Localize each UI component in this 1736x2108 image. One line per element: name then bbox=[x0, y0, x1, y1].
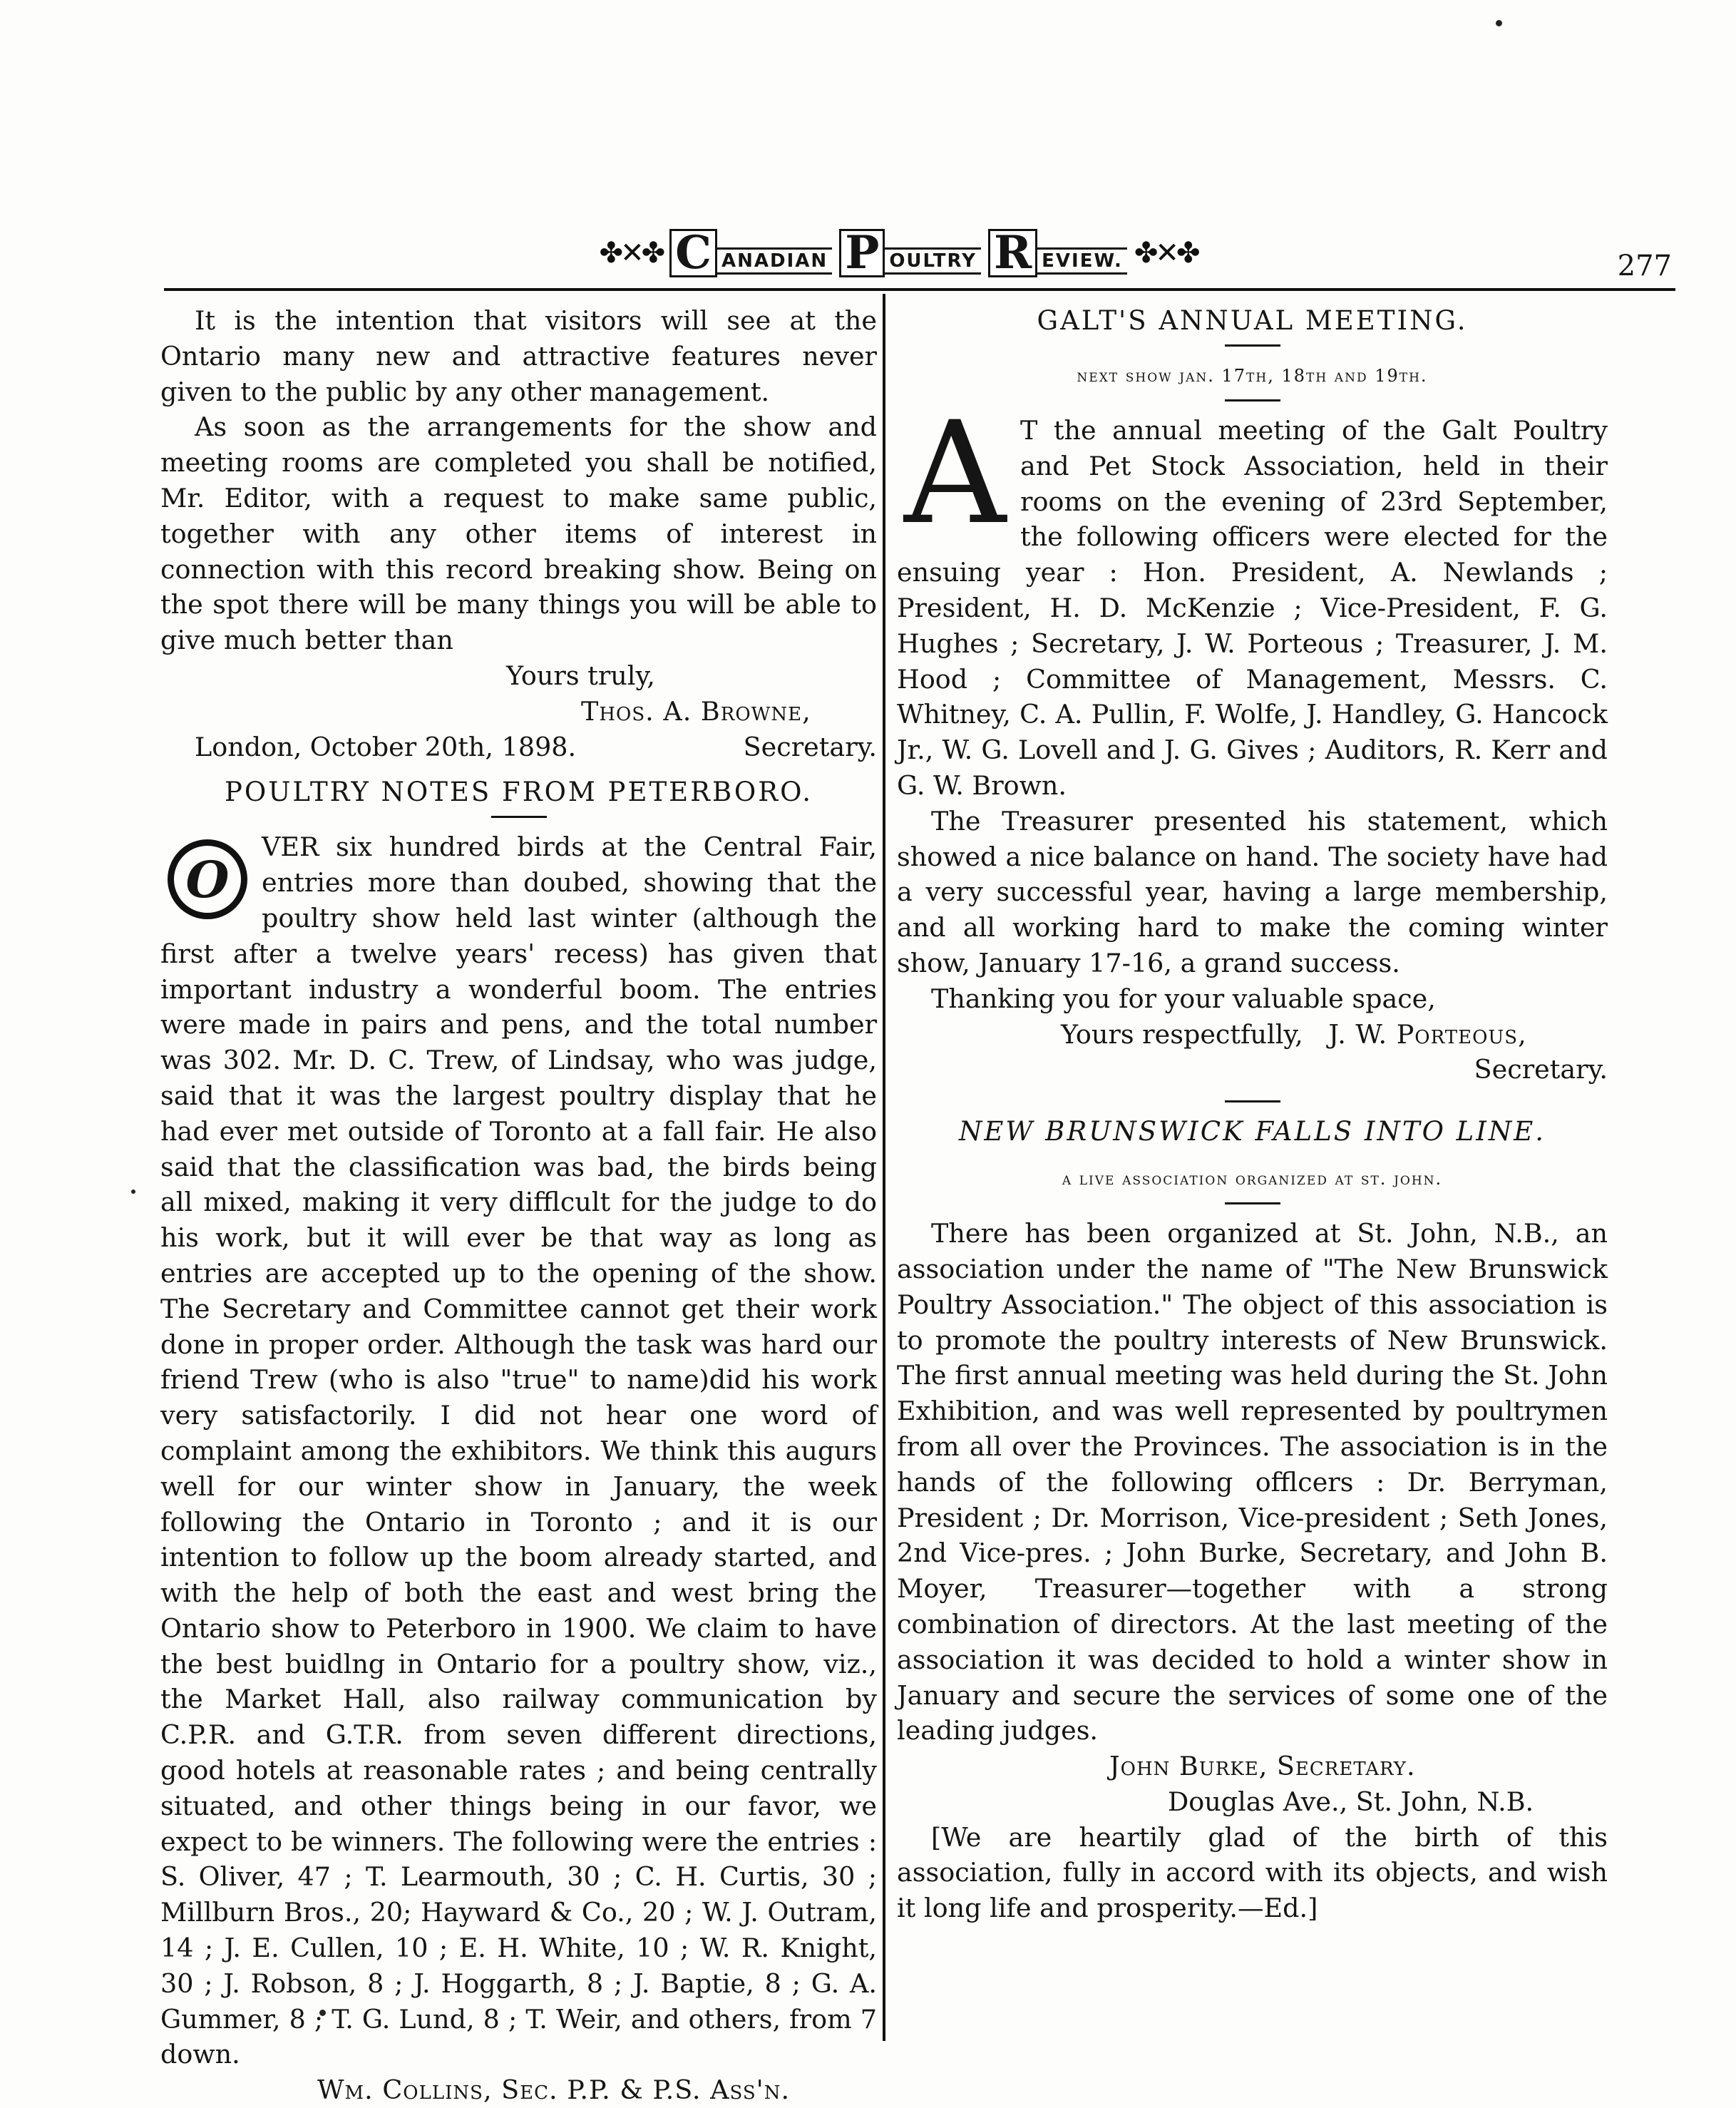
paragraph: It is the intention that visitors will see at the Ontario many new and attractive features never given to the public by any other management. bbox=[160, 305, 877, 407]
dropcap: O bbox=[168, 839, 247, 919]
section-rule bbox=[1225, 1100, 1280, 1102]
title-rule bbox=[491, 816, 547, 818]
title-rule bbox=[1225, 1202, 1280, 1204]
ornament-left-icon: ✤✕✤ bbox=[599, 237, 663, 270]
editor-note: [We are heartily glad of the birth of this association, fully in accord with its objects, and wish it long life and prosperity.—Ed.] bbox=[897, 1821, 1608, 1924]
right-column bbox=[897, 303, 1608, 1926]
signature: John Burke, Secretary. bbox=[1109, 1751, 1416, 1782]
address: Douglas Ave., St. John, N.B. bbox=[1168, 1786, 1534, 1817]
signoff-row bbox=[160, 730, 877, 765]
signature-role: Secretary. bbox=[743, 731, 877, 762]
masthead bbox=[599, 226, 1198, 280]
signature: Wm. Collins, Sec. P.P. & P.S. Ass'n. bbox=[317, 2074, 791, 2106]
title-rule bbox=[1225, 399, 1280, 401]
masthead-word-review: R EVIEW. bbox=[988, 229, 1127, 277]
place-date: London, October 20th, 1898. bbox=[195, 731, 577, 762]
masthead-word-poultry: P OULTRY bbox=[839, 229, 981, 277]
signature: Thos. A. Browne, bbox=[581, 695, 811, 727]
paragraph: The Treasurer presented his statement, which showed a nice balance on hand. The society have had a very successful year, having a large membership, and all working hard to make the coming winter show, January 17-16, a grand success. bbox=[897, 805, 1608, 978]
article-title: POULTRY NOTES FROM PETERBORO. bbox=[224, 777, 813, 808]
article-body: T the annual meeting of the Galt Poultry and Pet Stock Association, held in their rooms on the evening of 23rd September, the following officers were elected for the ensuing year : Hon. President, A. Newlands ; President, H. D. McKenzie ; Vice-President, F. G. Hughes ; Secretary, J. W. Porteous ; Treasurer, J. M. Hood ; Committee of Management, Messrs. C. Whitney, C. A. Pullin, F. Wolfe, J. Handley, G. Hancock Jr., W. G. Lovell and J. G. Gives ; Auditors, R. Kerr and G. W. Brown. bbox=[897, 415, 1608, 801]
article-title: NEW BRUNSWICK FALLS INTO LINE. bbox=[958, 1116, 1546, 1147]
article-subtitle: a live association organized at st. john. bbox=[1062, 1169, 1443, 1189]
closing: Yours respectfully, bbox=[1061, 1018, 1303, 1050]
paragraph: Thanking you for your valuable space, bbox=[931, 983, 1436, 1014]
closing: Yours truly, bbox=[506, 660, 655, 691]
masthead-word-canadian: C ANADIAN bbox=[669, 229, 832, 277]
article-body: There has been organized at St. John, N.B., an association under the name of "The New Brunswick Poultry Association." The object of this association is to promote the poultry interests of New Brunswick. The first annual meeting was held during the St. John Exhibition, and was well represented by poultrymen from all over the Provinces. The association is in the hands of the following offlcers : Dr. Berryman, President ; Dr. Morrison, Vice-president ; Seth Jones, 2nd Vice-pres. ; John Burke, Secretary, and John B. Moyer, Treasurer—together with a strong combination of directors. At the last meeting of the association it was decided to hold a winter show in January and secure the services of some one of the leading judges. bbox=[897, 1218, 1608, 1746]
article-body: VER six hundred birds at the Central Fair, entries more than doubed, showing that the poultry show held last winter (although the first after a twelve years' recess) has given that important industry a wonderful boom. The entries were made in pairs and pens, and the total number was 302. Mr. D. C. Trew, of Lindsay, who was judge, said that it was the largest poultry display that he had ever met outside of Toronto at a fall fair. He also said that the classification was bad, the birds being all mixed, making it very difflcult for the judge to do his work, but it will ever be that way as long as entries are accepted up to the opening of the show. The Secretary and Committee cannot get their work done in proper order. Although the task was hard our friend Trew (who is also "true" to name)did his work very satisfactorily. I did not hear one word of complaint among the exhibitors. We think this augurs well for our winter show in January, the week following the Ontario in Toronto ; and it is our intention to follow up the boom already started, and with the help of both the east and west bring the Ontario show to Peterboro in 1900. We claim to have the best buidlng in Ontario for a poultry show, viz., the Market Hall, also railway communication by C.P.R. and G.T.R. from seven different directions, good hotels at reasonable rates ; and being centrally situated, and other things being in our favor, we expect to be winners. The following were the entries : S. Oliver, 47 ; T. Learmouth, 30 ; C. H. Curtis, 30 ; Millburn Bros., 20; Hayward & Co., 20 ; W. J. Outram, 14 ; J. E. Cullen, 10 ; E. H. White, 10 ; W. R. Knight, 30 ; J. Robson, 8 ; J. Hoggarth, 8 ; J. Baptie, 8 ; G. A. Gummer, 8 ; T. G. Lund, 8 ; T. Weir, and others, from 7 down. bbox=[160, 832, 877, 2070]
left-column bbox=[160, 303, 877, 2108]
column-divider bbox=[883, 294, 885, 2041]
signature-role: Secretary. bbox=[1474, 1054, 1608, 1085]
page-number: 277 bbox=[1617, 250, 1672, 282]
print-speck bbox=[131, 1189, 135, 1194]
paragraph: As soon as the arrangements for the show and meeting rooms are completed you shall be notified, Mr. Editor, with a request to make same public, together with any other items of interest in connection with this record breaking show. Being on the spot there will be many things you will be able to give much better than bbox=[160, 411, 877, 656]
print-speck bbox=[1496, 20, 1502, 26]
title-rule bbox=[1225, 344, 1280, 347]
article-title: GALT'S ANNUAL MEETING. bbox=[1037, 305, 1468, 336]
closing-line bbox=[897, 1017, 1608, 1053]
signature: J. W. Porteous, bbox=[1328, 1018, 1527, 1050]
header-rule bbox=[164, 288, 1675, 291]
dropcap: A bbox=[904, 391, 1006, 556]
ornament-right-icon: ✤✕✤ bbox=[1134, 237, 1198, 270]
article-subtitle: next show jan. 17th, 18th and 19th. bbox=[1077, 366, 1428, 386]
